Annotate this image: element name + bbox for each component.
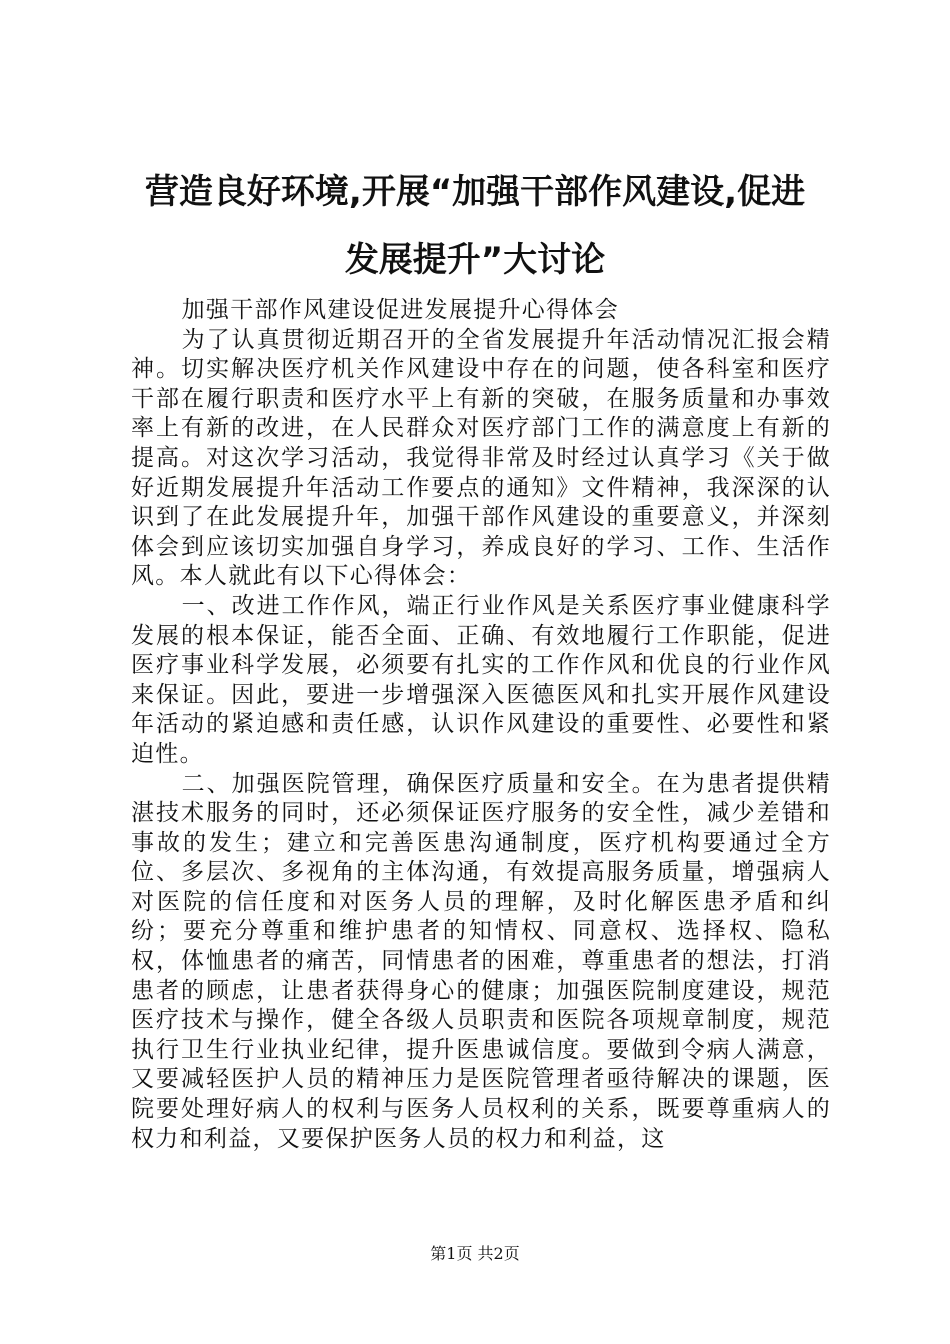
paragraph-intro: 为了认真贯彻近期召开的全省发展提升年活动情况汇报会精神。切实解决医疗机关作风建设中存在的问题，使各科室和医疗干部在履行职责和医疗水平上有新的突破，在服务质量和办事效率上有新的改进，在人民群众对医疗部门工作的满意度上有新的提高。对这次学习活动，我觉得非常及时经过认真学习《关于做好近期发展提升年活动工作要点的通知》文件精神，我深深的认识到了在此发展提升年，加强干部作风建设的重要意义，并深刻体会到应该切实加强自身学习，养成良好的学习、工作、生活作风。本人就此有以下心得体会： <box>131 326 831 590</box>
paragraph-section-1: 一、改进工作作风，端正行业作风是关系医疗事业健康科学发展的根本保证，能否全面、正确、有效地履行工作职能，促进医疗事业科学发展，必须要有扎实的工作作风和优良的行业作风来保证。因此，要进一步增强深入医德医风和扎实开展作风建设年活动的紧迫感和责任感，认识作风建设的重要性、必要性和紧迫性。 <box>131 592 831 767</box>
document-body <box>131 296 831 1154</box>
page-footer <box>0 1244 950 1264</box>
title-line-1: 营造良好环境,开展“加强干部作风建设,促进 <box>144 172 806 212</box>
document-subtitle: 加强干部作风建设促进发展提升心得体会 <box>181 297 619 323</box>
document-title <box>100 158 850 294</box>
page-number: 第1页 共2页 <box>430 1244 520 1263</box>
paragraph-section-2: 二、加强医院管理，确保医疗质量和安全。在为患者提供精湛技术服务的同时，还必须保证医疗服务的安全性，减少差错和事故的发生；建立和完善医患沟通制度，医疗机构要通过全方位、多层次、多视角的主体沟通，有效提高服务质量，增强病人对医院的信任度和对医务人员的理解，及时化解医患矛盾和纠纷；要充分尊重和维护患者的知情权、同意权、选择权、隐私权，体恤患者的痛苦，同情患者的困难，尊重患者的想法，打消患者的顾虑，让患者获得身心的健康；加强医院制度建设，规范医疗技术与操作，健全各级人员职责和医院各项规章制度，规范执行卫生行业执业纪律，提升医患诚信度。要做到令病人满意，又要减轻医护人员的精神压力是医院管理者亟待解决的课题，医院要处理好病人的权利与医务人员权利的关系，既要尊重病人的权力和利益，又要保护医务人员的权力和利益，这 <box>131 770 831 1152</box>
title-line-2: 发展提升”大讨论 <box>344 240 606 280</box>
